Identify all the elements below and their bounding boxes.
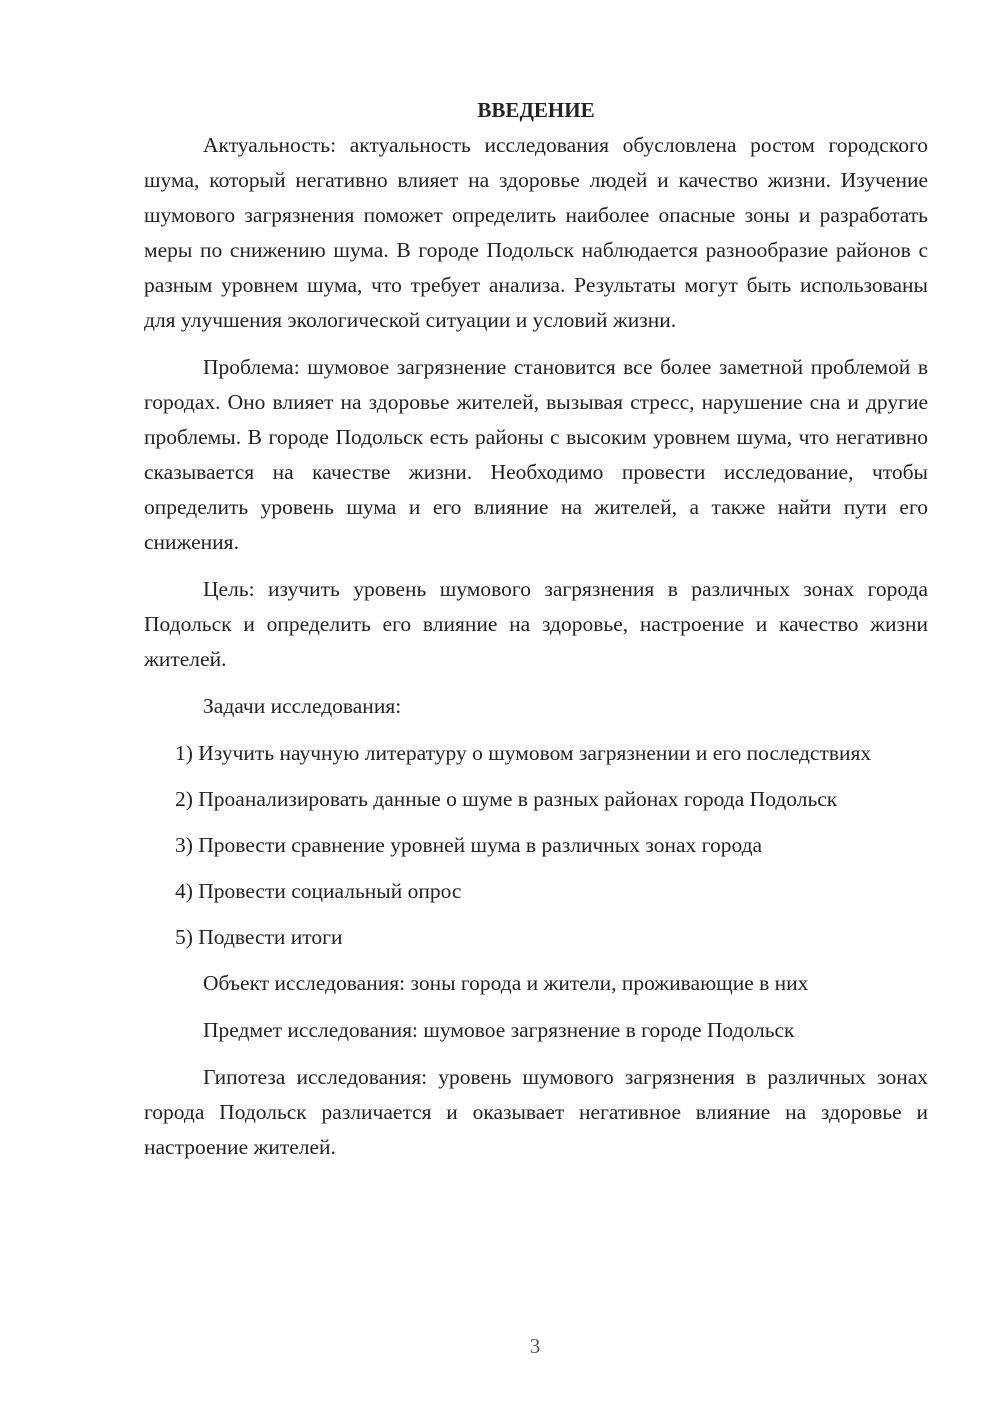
task-item-2: 2) Проанализировать данные о шуме в разных районах города Подольск (175, 787, 838, 811)
page-content (144, 93, 928, 1177)
task-item-3: 3) Провести сравнение уровней шума в различных зонах города (175, 833, 763, 857)
task-item-4: 4) Провести социальный опрос (175, 879, 462, 903)
paragraph-problem: Проблема: шумовое загрязнение становится все более заметной проблемой в городах. Оно влияет на здоровье жителей, вызывая стресс, нарушение сна и другие проблемы. В городе Подольск есть районы с высоким уровнем шума, что негативно сказывается на качестве жизни. Необходимо провести исследование, чтобы определить уровень шума и его влияние на жителей, а также найти пути его снижения. (144, 355, 928, 554)
paragraph-relevance: Актуальность: актуальность исследования обусловлена ростом городского шума, который негативно влияет на здоровье людей и качество жизни. Изучение шумового загрязнения поможет определить наиболее опасные зоны и разработать меры по снижению шума. В городе Подольск наблюдается разнообразие районов с разным уровнем шума, что требует анализа. Результаты могут быть использованы для улучшения экологической ситуации и условий жизни. (144, 133, 928, 332)
paragraph-hypothesis: Гипотеза исследования: уровень шумового загрязнения в различных зонах города Подольск различается и оказывает негативное влияние на здоровье и настроение жителей. (144, 1065, 928, 1159)
paragraph-subject: Предмет исследования: шумовое загрязнение в городе Подольск (203, 1018, 795, 1042)
task-item-5: 5) Подвести итоги (175, 925, 343, 949)
task-item-1: 1) Изучить научную литературу о шумовом загрязнении и его последствиях (175, 741, 872, 765)
tasks-heading: Задачи исследования: (203, 694, 402, 718)
page-title: ВВЕДЕНИЕ (477, 98, 595, 122)
paragraph-object: Объект исследования: зоны города и жители, проживающие в них (203, 971, 809, 995)
page-number: 3 (529, 1334, 541, 1358)
paragraph-goal: Цель: изучить уровень шумового загрязнения в различных зонах города Подольск и определить его влияние на здоровье, настроение и качество жизни жителей. (144, 577, 928, 671)
